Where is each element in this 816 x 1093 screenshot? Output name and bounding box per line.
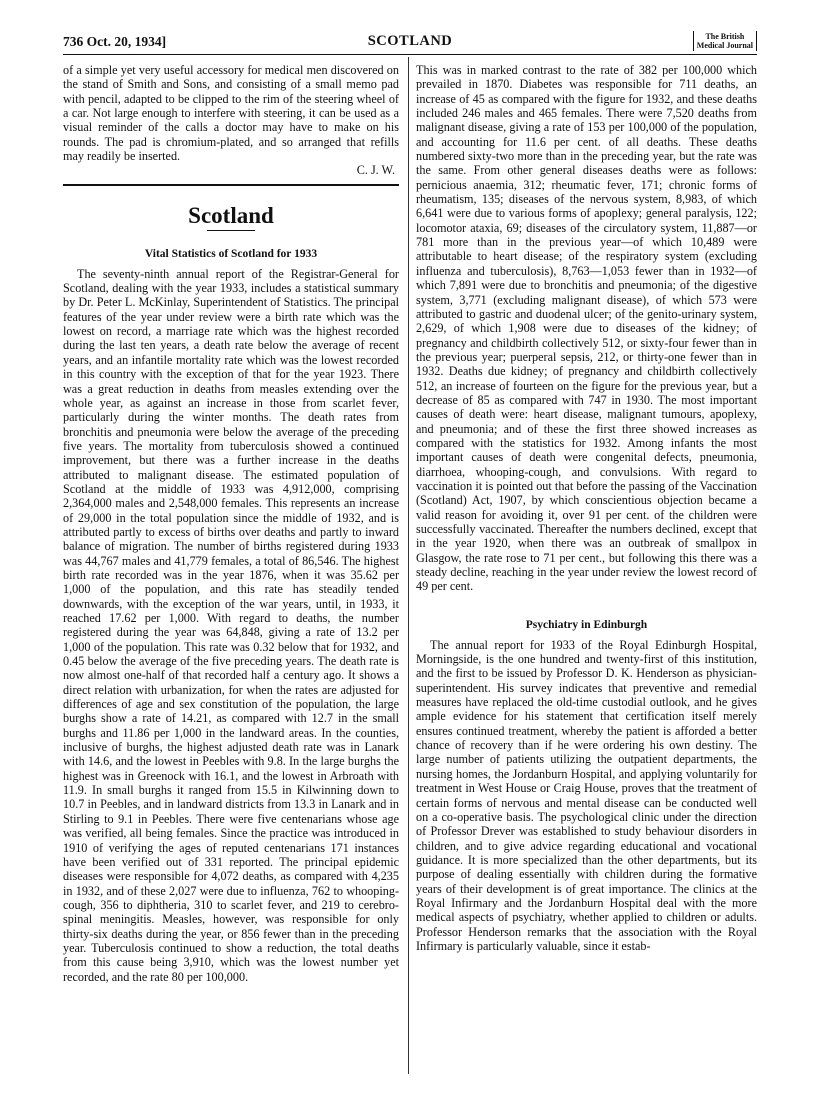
journal-name-line-1: The British <box>705 32 745 41</box>
journal-name-line-2: Medical Journal <box>696 41 753 50</box>
heading-underline <box>207 230 255 231</box>
vital-statistics-continuation: This was in marked contrast to the rate of 382 per 100,000 which prevailed in 1870. Diabetes was responsible for 711 deaths, an increase of 45 as compared with the figure for 1932, and these deaths included 246 males and 465 females. There were 7,520 deaths from malignant disease, giving a rate of 153 per 100,000 of the population, and accounting for 11.6 per cent. of all deaths. These deaths numbered sixty-two more than in the preceding year, but the rate was the same. From other general diseases deaths were as follows: pernicious anaemia, 312; rheumatic fever, 171; chronic forms of rheumatism, 135; diseases of the nervous system, 8,983, of which 6,641 were due to various forms of apoplexy; general paralysis, 122; locomotor ataxia, 69; diseases of the circulatory system, 11,887—or 781 more than in the previous year—of which 10,489 were attributable to heart disease; of the respiratory system (excluding influenza and tuberculosis), 8,763—1,053 fewer than in 1932—of which 7,891 were due to bronchitis and pneumonia; of the digestive system, 3,771 (excluding malignant disease), of which 573 were attributed to gastric and duodenal ulcer; of the genito-urinary system, 2,629, of which 1,908 were due to diseases of the kidney; of pregnancy and childbirth collectively 512, or sixty-four fewer than in the previous year; puerperal sepsis, 212, or thirty-one fewer than in 1932. Deaths due kidney; of pregnancy and childbirth collectively 512, an increase of fourteen on the figure for the previous year, but a decrease of 85 as compared with 747 in 1930. The most important causes of death were: heart disease, malignant tumours, apoplexy, and pneumonia; and of these the first three showed increases as compared with the statistics for 1932. Among infants the most important causes of death were congenital defects, pneumonia, diarrhoea, whooping-cough, and convulsions. With regard to vaccination it is pointed out that before the passing of the Vaccination (Scotland) Act, 1907, by which conscientious objection became a valid reason for avoiding it, over 91 per cent. of the children were successfully vaccinated. Thereafter the numbers declined, except that in the year 1920, when there was an outbreak of smallpox in Glasgow, the rate rose to 71 per cent., but following this there was a steady decline, reaching in the year under review the lowest record of 49 per cent. <box>416 63 757 594</box>
previous-article-ending: of a simple yet very useful accessory for medical men discovered on the stand of Smith and Sons, and consisting of a small memo pad with pencil, adapted to be clipped to the rim of the steering wheel of a car. Not large enough to interfere with steering, it can be used as a visual reminder of the calls a doctor may have to make on his rounds. The pad is chromium-plated, and so arranged that refills may readily be inserted. <box>63 63 399 164</box>
author-initials: C. J. W. <box>356 163 395 178</box>
article-title-psychiatry: Psychiatry in Edinburgh <box>525 618 648 631</box>
left-column <box>63 63 399 984</box>
section-divider <box>63 184 399 186</box>
running-section-title: SCOTLAND <box>367 33 453 49</box>
section-heading: Scotland <box>188 202 274 228</box>
column-divider <box>408 57 409 1074</box>
header-rule <box>63 54 757 55</box>
article-title-vital-statistics: Vital Statistics of Scotland for 1933 <box>144 247 318 260</box>
page-header <box>63 30 757 52</box>
journal-name <box>693 31 757 51</box>
page-number-date: 736 Oct. 20, 1934] <box>63 34 167 49</box>
psychiatry-body: The annual report for 1933 of the Royal Edinburgh Hospital, Morningside, is the one hundred and twenty-first of this institution, and the first to be issued by Professor D. K. Henderson as physician-superintendent. His survey indicates that preventive and remedial measures have replaced the old-time custodial outlook, and he gives ample evidence for his statement that certification itself merely ensures continued treatment, whereby the patient is afforded a better chance of recovery than if he were ordering his own destiny. The large number of patients utilizing the outpatient departments, the nursing homes, the Jordanburn Hospital, and applying voluntarily for treatment in West House or Craig House, proves that the treatment of certain forms of nervous and mental disease can be conducted well on a co-operative basis. The psychological clinic under the direction of Professor Drever was established to study behaviour disorders in children, and to give advice regarding educational and vocational guidance. It is more specialized than the other departments, but its purpose of dealing essentially with children during the formative years of their development is of great importance. The clinics at the Royal Infirmary and the Jordanburn Hospital deal with the more medical aspects of psychiatry, whether applied to children or adults. Professor Henderson remarks that the association with the Royal Infirmary is particularly valuable, since it estab- <box>416 637 757 953</box>
vital-statistics-body: The seventy-ninth annual report of the Registrar-General for Scotland, dealing with the year 1933, includes a statistical summary by Dr. Peter L. McKinlay, Superintendent of Statistics. The principal features of the year under review were a birth rate which was the lowest on record, a marriage rate which was the highest recorded during the last ten years, a death rate below the average of recent years, and an infantile mortality rate which was the lowest recorded in this country with the exception of that for the year 1923. There was a great reduction in deaths from measles extending over the whole year, as against an increase in those from scarlet fever, particularly during the winter months. The death rates from bronchitis and pneumonia were below the average of the preceding five years. The mortality from tuberculosis showed a continued improvement, but there was a further increase in the deaths attributed to malignant disease. The estimated population of Scotland at the middle of 1933 was 4,912,000, comprising 2,364,000 males and 2,548,000 females. This represents an increase of 29,000 in the total population since the middle of 1932, and is attributed partly to excess of births over deaths and partly to inward balance of migration. The number of births registered during 1933 was 44,767 males and 41,779 females, a total of 86,546. The highest birth rate recorded was in the year 1876, when it was 35.62 per 1,000 of the population, and this rate has steadily tended downwards, with the exception of the war years, until, in 1933, it reached 17.62 per 1,000. With regard to deaths, the number registered during the year was 64,848, giving a rate of 13.2 per 1,000 of the population. This rate was 0.32 below that for 1932, and 0.45 below the average of the five preceding years. The death rate is now almost one-half of that recorded half a century ago. It shows a direct relation with urbanization, for when the rates are adjusted for differences of age and sex constitution of the population, the large burghs show a rate of 14.21, as compared with 12.7 in the small burghs and 11.86 per 1,000 in the landward areas. In the counties, inclusive of burghs, the highest adjusted death rate was in Lanark with 14.6, and the lowest in Peebles with 9.8. In the large burghs the highest was in Greenock with 16.1, and the lowest in Arbroath with 11.9. In small burghs it ranged from 15.5 in Kilwinning down to 10.7 in Peebles, and in landward districts from 13.3 in Lanark and in Stirling to 9.1 in Peebles. There were five centenarians whose age was verified, all being females. Since the practice was introduced in 1910 of verifying the ages of reputed centenarians 171 instances have been verified out of 331 reported. The principal epidemic diseases were responsible for 4,072 deaths, as compared with 4,235 in 1932, and of these 2,027 were due to influenza, 762 to whooping-cough, 356 to diphtheria, 310 to scarlet fever, and 219 to cerebro-spinal meningitis. Measles, however, was responsible for only thirty-six deaths during the year, or 856 fewer than in the preceding year. Tuberculosis continued to show a reduction, the total deaths from this cause being 3,910, which was the lowest number yet recorded, and the rate 80 per 100,000. <box>63 266 399 984</box>
right-column <box>416 63 757 953</box>
